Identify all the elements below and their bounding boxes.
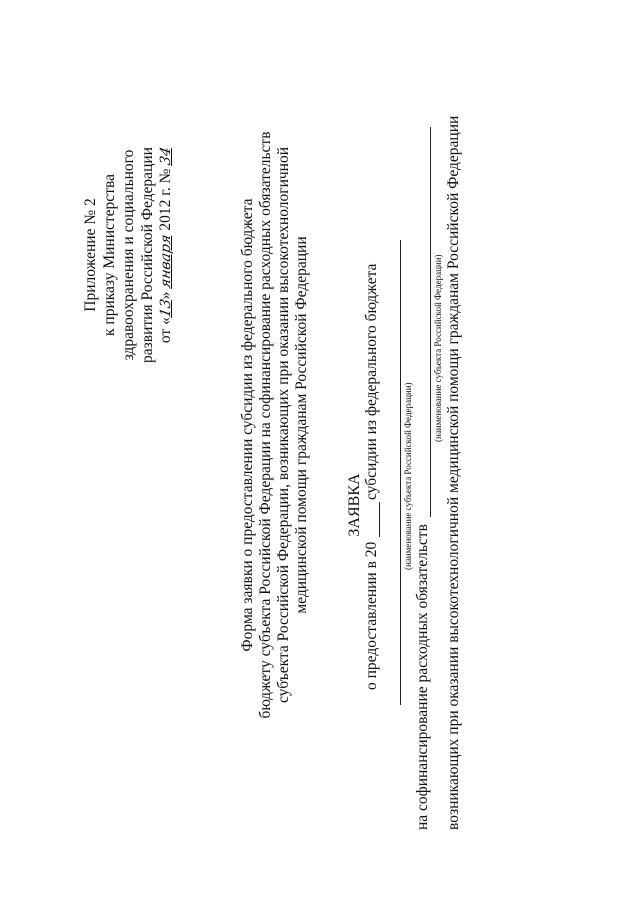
date-day: 13 (158, 297, 174, 319)
appendix-line-2: к приказу Министерства (101, 174, 118, 336)
final-line: возникающих при оказании высокотехнологичной медицинской помощи гражданам Российской Федерации (445, 115, 462, 830)
date-year: 2012 г. № (157, 168, 174, 231)
subject-name-line-2 (430, 127, 431, 517)
form-title-line-3: субъекта Российской Федерации, возникающих при оказании высокотехнологичной (275, 146, 292, 704)
date-sep: » (157, 291, 174, 300)
appendix-line-4: развития Российской Федерации (139, 147, 156, 363)
form-title-line-4: медицинской помощи гражданам Российской Федерации (293, 236, 310, 614)
caption-subject-1: (наименование субъекта Российской Федерации) (403, 382, 413, 570)
appendix-line-1: Приложение № 2 (82, 198, 99, 312)
order-number: 34 (158, 145, 174, 167)
provision-suffix: субсидии из федерального бюджета (363, 263, 380, 500)
form-title-line-2: бюджету субъекта Российской Федерации на софинансирование расходных обязательств (257, 131, 274, 719)
appendix-date-line (158, 145, 174, 345)
cofinancing-text: на софинансирование расходных обязательств (414, 524, 431, 830)
form-title-line-1: Форма заявки о предоставлении субсидии из федерального бюджета (239, 198, 256, 652)
subject-name-line-1 (400, 240, 401, 705)
caption-subject-2: (наименование субъекта Российской Федерации) (433, 254, 443, 442)
appendix-line-3: здравоохранения и социального (120, 149, 137, 361)
date-month: января (158, 233, 174, 290)
date-prefix: от « (157, 317, 174, 344)
application-heading: ЗАЯВКА (346, 473, 363, 537)
year-blank-line (379, 502, 380, 537)
provision-prefix: о предоставлении в 20 (363, 541, 380, 690)
